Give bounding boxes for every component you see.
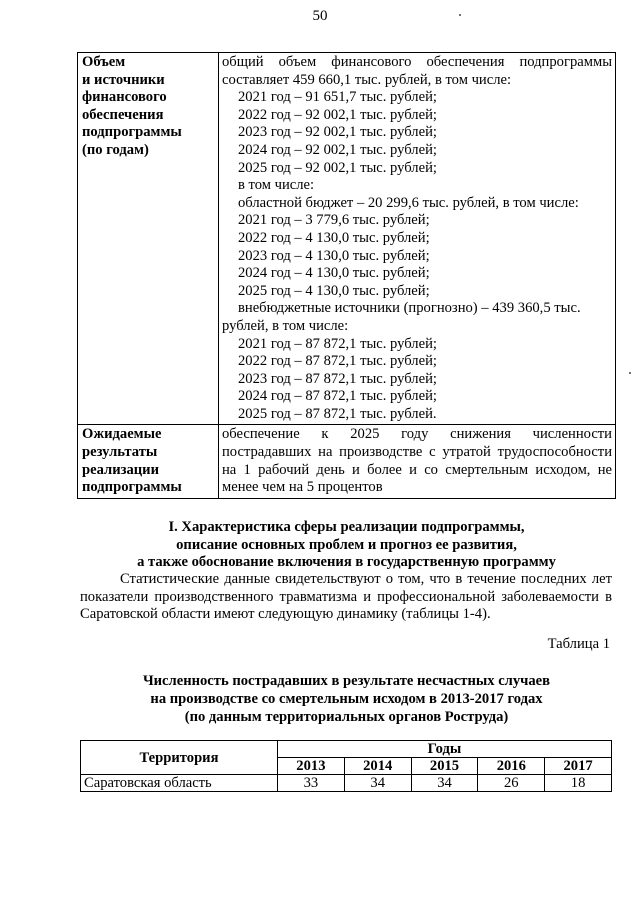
financing-line: 2021 год – 91 651,7 тыс. рублей; [238, 89, 437, 106]
section-title-line: описание основных проблем и прогноз ее развития, [176, 536, 517, 553]
territory-cell: Саратовская область [81, 775, 278, 792]
financing-line: 2024 год – 92 002,1 тыс. рублей; [238, 141, 437, 158]
label-line: финансового [82, 89, 167, 106]
label-line: реализации [82, 461, 160, 478]
financing-value-cell [219, 53, 616, 425]
label-line: результаты [82, 444, 158, 461]
section-title [77, 519, 616, 572]
year-header: 2013 [278, 758, 345, 775]
table-row [81, 775, 612, 792]
year-header: 2016 [478, 758, 545, 775]
financing-line: 2025 год – 87 872,1 тыс. рублей. [238, 405, 437, 422]
label-line: (по годам) [82, 141, 149, 158]
label-line: подпрограммы [82, 479, 182, 496]
financing-line: областной бюджет – 20 299,6 тыс. рублей, в том числе: [238, 194, 579, 211]
financing-lines [222, 89, 612, 423]
value-cell: 34 [344, 775, 411, 792]
financing-intro: общий объем финансового обеспечения подпрограммы составляет 459 660,1 тыс. рублей, в том числе: [222, 54, 612, 88]
label-line: и источники [82, 71, 165, 88]
injury-statistics-table [80, 740, 612, 792]
table-title-line: (по данным территориальных органов Роструда) [184, 709, 509, 725]
table-title [77, 672, 616, 726]
section-title-line: I. Характеристика сферы реализации подпрограммы, [168, 519, 525, 535]
financing-line: 2022 год – 92 002,1 тыс. рублей; [238, 106, 437, 123]
label-line: подпрограммы [82, 124, 182, 141]
financing-line: 2022 год – 4 130,0 тыс. рублей; [238, 229, 430, 246]
financing-line: внебюджетные источники (прогнозно) – 439 360,5 тыс. [238, 300, 581, 317]
financing-row [78, 53, 616, 425]
page-number: 50 [312, 8, 328, 24]
label-line: Объем [82, 54, 126, 70]
financing-line: рублей, в том числе: [222, 317, 349, 334]
label-line: обеспечения [82, 106, 164, 123]
results-value-cell: обеспечение к 2025 году снижения численности пострадавших на производстве с утратой трудоспособности на 1 рабочий день и более и со смертельным исходом, не менее чем на 5 процентов [219, 425, 616, 498]
section-title-line: а также обоснование включения в государственную программу [137, 554, 556, 570]
scan-speck [459, 14, 461, 16]
value-cell: 33 [278, 775, 345, 792]
table-title-line: на производстве со смертельным исходом в 2013-2017 годах [150, 691, 543, 707]
financing-line: 2025 год – 4 130,0 тыс. рублей; [238, 282, 430, 299]
financing-line: в том числе: [238, 177, 315, 194]
year-header: 2015 [411, 758, 478, 775]
subprogram-passport-table [77, 52, 616, 499]
financing-line: 2021 год – 87 872,1 тыс. рублей; [238, 335, 437, 352]
financing-line: 2022 год – 87 872,1 тыс. рублей; [238, 353, 437, 370]
year-header: 2017 [545, 758, 612, 775]
results-label-cell [78, 425, 219, 498]
financing-line: 2021 год – 3 779,6 тыс. рублей; [238, 212, 430, 229]
table-title-line: Численность пострадавших в результате несчастных случаев [142, 673, 551, 689]
financing-line: 2025 год – 92 002,1 тыс. рублей; [238, 159, 437, 176]
financing-line: 2023 год – 92 002,1 тыс. рублей; [238, 124, 437, 141]
header-row [81, 741, 612, 758]
label-line: Ожидаемые [82, 426, 162, 443]
scan-speck [629, 372, 631, 374]
financing-line: 2024 год – 87 872,1 тыс. рублей; [238, 388, 437, 405]
financing-label-cell [78, 53, 219, 425]
financing-line: 2023 год – 87 872,1 тыс. рублей; [238, 370, 437, 387]
value-cell: 26 [478, 775, 545, 792]
value-cell: 18 [545, 775, 612, 792]
financing-line: 2023 год – 4 130,0 тыс. рублей; [238, 247, 430, 264]
years-header: Годы [278, 741, 612, 758]
year-header: 2014 [344, 758, 411, 775]
financing-line: 2024 год – 4 130,0 тыс. рублей; [238, 265, 430, 282]
table-label: Таблица 1 [547, 636, 610, 652]
statistics-paragraph: Статистические данные свидетельствуют о том, что в течение последних лет показатели производственного травматизма и профессиональной заболеваемости в Саратовской области имеют следующую динамику (таблицы 1-4). [80, 571, 612, 622]
results-row [78, 425, 616, 498]
territory-header: Территория [81, 741, 278, 775]
value-cell: 34 [411, 775, 478, 792]
